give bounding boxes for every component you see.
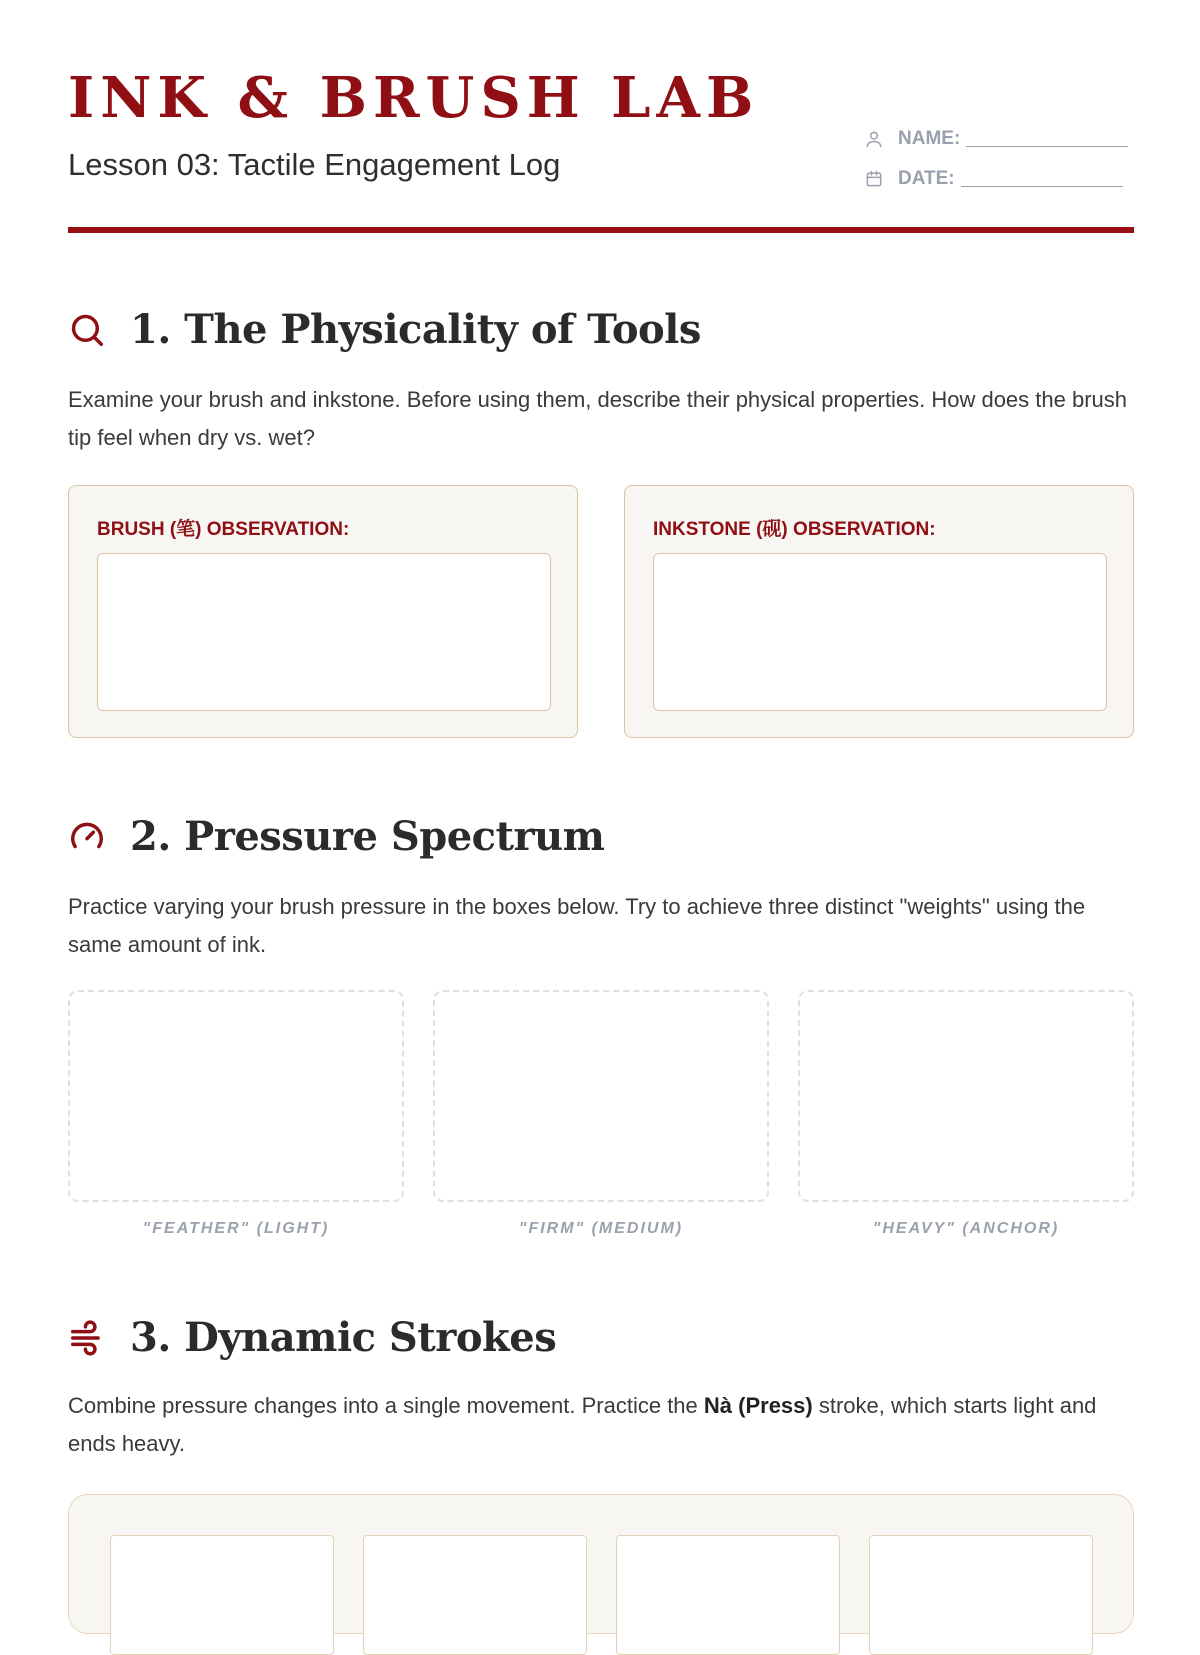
section-2-title: 2. Pressure Spectrum	[130, 813, 605, 860]
stroke-practice-cell[interactable]	[616, 1535, 840, 1655]
section-3-text-end: stroke, which starts light and ends heavy.	[68, 1393, 1097, 1456]
section-2-heading	[68, 813, 604, 860]
student-meta	[864, 119, 1134, 199]
section-2-text: Practice varying your brush pressure in the boxes below. Try to achieve three distinct "weights" using the same amount of ink.	[68, 894, 1086, 957]
lesson-subtitle: Lesson 03: Tactile Engagement Log	[68, 147, 561, 182]
stroke-practice-cell[interactable]	[869, 1535, 1093, 1655]
stroke-practice-cell[interactable]	[363, 1535, 587, 1655]
inkstone-observation-card	[624, 485, 1134, 738]
date-label: DATE:	[898, 168, 955, 189]
na-stroke-term: Nà (Press)	[703, 1393, 813, 1418]
section-1-heading	[68, 306, 701, 353]
pressure-box-heavy[interactable]	[798, 990, 1134, 1202]
name-label: NAME:	[898, 128, 961, 149]
dynamic-strokes-panel	[68, 1494, 1134, 1634]
pressure-caption-heavy: "HEAVY" (ANCHOR)	[872, 1220, 1060, 1237]
section-3-title: 3. Dynamic Strokes	[130, 1314, 557, 1361]
worksheet-page	[68, 0, 1134, 1600]
date-field[interactable]	[961, 172, 1123, 187]
header-divider	[68, 227, 1134, 233]
section-3-text	[68, 1387, 1134, 1463]
pressure-caption-light: "FEATHER" (LIGHT)	[142, 1220, 330, 1237]
wind-icon	[68, 1319, 106, 1357]
inkstone-observation-label: INKSTONE (砚) OBSERVATION:	[653, 519, 936, 540]
pressure-box-light[interactable]	[68, 990, 404, 1202]
calendar-icon	[864, 169, 884, 189]
stroke-practice-cell[interactable]	[110, 1535, 334, 1655]
section-1-title: 1. The Physicality of Tools	[130, 306, 701, 353]
date-row	[864, 159, 1134, 199]
name-field[interactable]	[966, 132, 1128, 147]
search-icon	[68, 311, 106, 349]
section-1-text: Examine your brush and inkstone. Before using them, describe their physical properties. How does the brush tip feel when dry vs. wet?	[68, 387, 1128, 450]
gauge-icon	[68, 818, 106, 856]
pressure-box-medium[interactable]	[433, 990, 769, 1202]
pressure-caption-medium: "FIRM" (MEDIUM)	[518, 1220, 684, 1237]
brush-observation-card	[68, 485, 578, 738]
section-3-text-start: Combine pressure changes into a single movement. Practice the	[68, 1393, 704, 1418]
user-icon	[864, 129, 884, 149]
brush-observation-label: BRUSH (笔) OBSERVATION:	[97, 519, 350, 540]
inkstone-observation-input[interactable]	[653, 553, 1107, 711]
brand-title: INK & BRUSH LAB	[68, 65, 760, 131]
name-row	[864, 119, 1134, 159]
brush-observation-input[interactable]	[97, 553, 551, 711]
section-3-heading	[68, 1314, 556, 1361]
